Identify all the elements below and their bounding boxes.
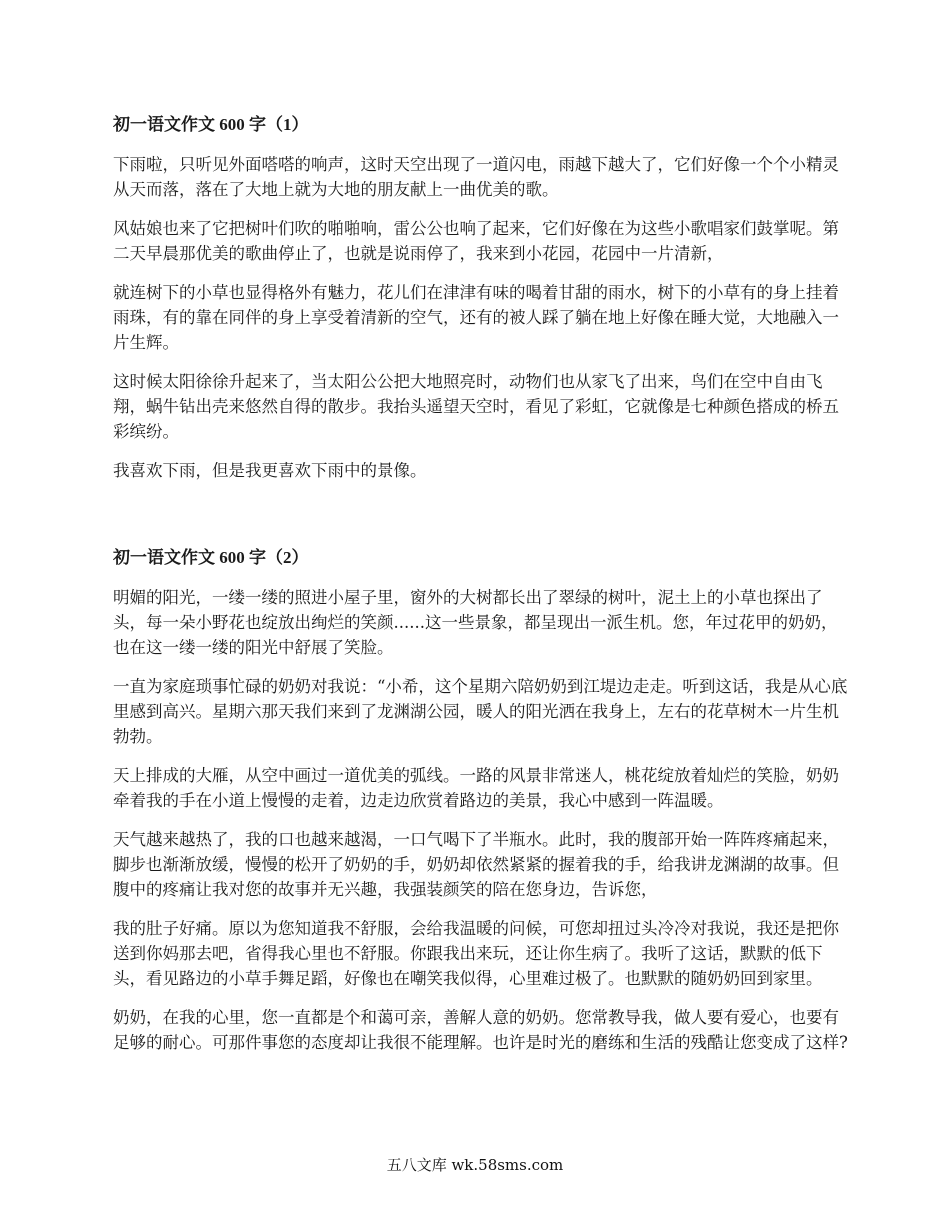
paragraph: 明媚的阳光，一缕一缕的照进小屋子里，窗外的大树都长出了翠绿的树叶，泥土上的小草也探出了头，每一朵小野花也绽放出绚烂的笑颜......这一些景象，都呈现出一派生机。您，年过花甲的奶奶，也在这一缕一缕的阳光中舒展了笑脸。 — [113, 588, 838, 657]
essay-1 — [113, 112, 853, 483]
document-body — [113, 112, 853, 1069]
section-spacer — [113, 497, 853, 545]
paragraph: 我喜欢下雨，但是我更喜欢下雨中的景像。 — [113, 461, 427, 480]
paragraph: 风姑娘也来了它把树叶们吹的啪啪响，雷公公也响了起来，它们好像在为这些小歌唱家们鼓掌呢。第二天早晨那优美的歌曲停止了，也就是说雨停了，我来到小花园，花园中一片清新， — [113, 219, 839, 263]
paragraph: 我的肚子好痛。原以为您知道我不舒服，会给我温暖的问候，可您却扭过头冷冷对我说，我还是把你送到你妈那去吧，省得我心里也不舒服。你跟我出来玩，还让你生病了。我听了这话，默默的低下头，看见路边的小草手舞足蹈，好像也在嘲笑我似得，心里难过极了。也默默的随奶奶回到家里。 — [113, 919, 839, 988]
page-footer: 五八文库 wk.58sms.com — [386, 1156, 564, 1174]
paragraph: 天上排成的大雁，从空中画过一道优美的弧线。一路的风景非常迷人，桃花绽放着灿烂的笑脸，奶奶牵着我的手在小道上慢慢的走着，边走边欣赏着路边的美景，我心中感到一阵温暖。 — [113, 766, 839, 810]
paragraph: 下雨啦，只听见外面嗒嗒的响声，这时天空出现了一道闪电，雨越下越大了，它们好像一个个小精灵从天而落，落在了大地上就为大地的朋友献上一曲优美的歌。 — [113, 155, 839, 199]
essay-title: 初一语文作文 600 字（2） — [113, 548, 309, 567]
paragraph: 一直为家庭琐事忙碌的奶奶对我说：“小希，这个星期六陪奶奶到江堤边走走。听到这话，我是从心底里感到高兴。星期六那天我们来到了龙渊湖公园，暖人的阳光洒在我身上，左右的花草树木一片生机勃勃。 — [113, 677, 848, 746]
essay-2 — [113, 545, 853, 1055]
paragraph: 天气越来越热了，我的口也越来越渴，一口气喝下了半瓶水。此时，我的腹部开始一阵阵疼痛起来，脚步也渐渐放缓，慢慢的松开了奶奶的手，奶奶却依然紧紧的握着我的手，给我讲龙渊湖的故事。但腹中的疼痛让我对您的故事并无兴趣，我强装颜笑的陪在您身边，告诉您， — [113, 830, 839, 899]
paragraph: 奶奶，在我的心里，您一直都是个和蔼可亲，善解人意的奶奶。您常教导我，做人要有爱心，也要有足够的耐心。可那件事您的态度却让我很不能理解。也许是时光的磨练和生活的残酷让您变成了这样? — [113, 1008, 848, 1052]
paragraph: 这时候太阳徐徐升起来了，当太阳公公把大地照亮时，动物们也从家飞了出来，鸟们在空中自由飞翔，蜗牛钻出壳来悠然自得的散步。我抬头遥望天空时，看见了彩虹，它就像是七种颜色搭成的桥五彩缤纷。 — [113, 372, 839, 441]
paragraph: 就连树下的小草也显得格外有魅力，花儿们在津津有味的喝着甘甜的雨水，树下的小草有的身上挂着雨珠，有的靠在同伴的身上享受着清新的空气，还有的被人踩了躺在地上好像在睡大觉，大地融入一片生辉。 — [113, 283, 839, 352]
essay-title: 初一语文作文 600 字（1） — [113, 115, 309, 134]
